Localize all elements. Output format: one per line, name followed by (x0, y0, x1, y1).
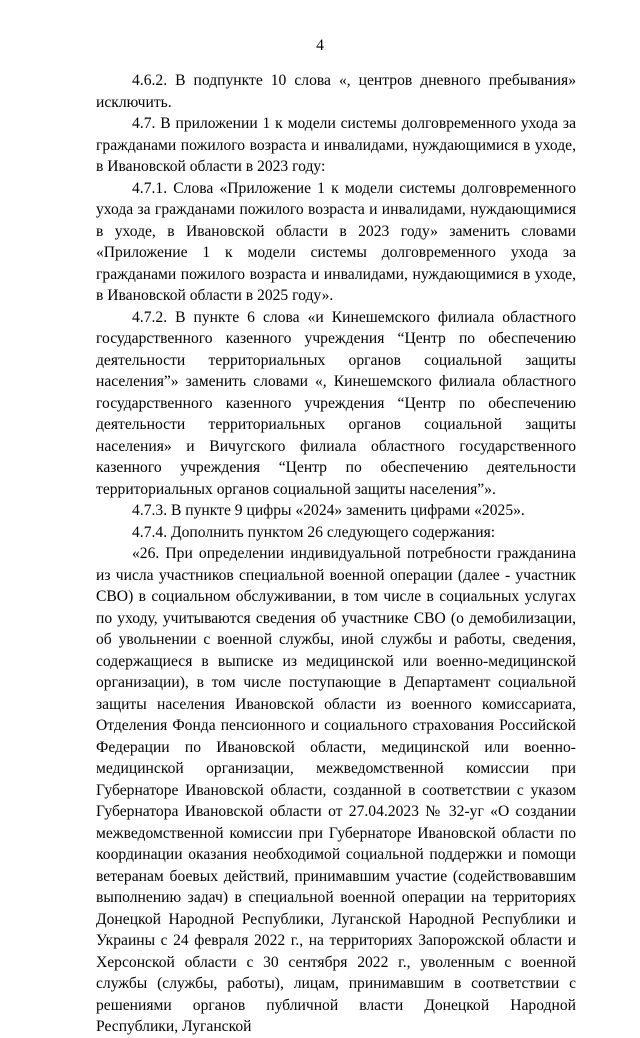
paragraph-4-7-4: 4.7.4. Дополнить пунктом 26 следующего содержания: (132, 523, 496, 541)
paragraph-4-7-2: 4.7.2. В пункте 6 слова «и Кинешемского филиала областного государственного казенного учреждения “Центр по обеспечению деятельности территориальных органов социальной защиты населения”» заменить словами «, Кинешемского филиала областного государственного казенного учреждения “Центр по обеспечению деятельности территориальных органов социальной защиты населения» и Вичугского филиала областного государственного казенного учреждения “Центр по обеспечению деятельности территориальных органов социальной защиты населения”». (96, 308, 576, 498)
document-body (96, 70, 576, 1038)
paragraph-4-7-1: 4.7.1. Слова «Приложение 1 к модели системы долговременного ухода за гражданами пожилого возраста и инвалидами, нуждающимися в уходе, в Ивановской области в 2023 году» заменить словами «Приложение 1 к модели системы долговременного ухода за гражданами пожилого возраста и инвалидами, нуждающимися в уходе, в Ивановской области в 2025 году». (96, 179, 576, 304)
paragraph-4-6-2: 4.6.2. В подпункте 10 слова «, центров дневного пребывания» исключить. (96, 72, 576, 111)
paragraph-item-26: «26. При определении индивидуальной потребности гражданина из числа участников специальной военной операции (далее - участник СВО) в социальном обслуживании, в том числе в социальных услугах по уходу, учитываются сведения об участнике СВО (о демобилизации, об увольнении с военной службы, иной службы и работы, сведения, содержащиеся в выписке из медицинской или военно-медицинской организации), в том числе поступающие в Департамент социальной защиты населения Ивановской области из военного комиссариата, Отделения Фонда пенсионного и социального страхования Российской Федерации по Ивановской области, медицинской или военно-медицинской организации, межведомственной комиссии при Губернаторе Ивановской области, созданной в соответствии с указом Губернатора Ивановской области от 27.04.2023 № 32-уг «О создании межведомственной комиссии при Губернаторе Ивановской области по координации оказания необходимой социальной поддержки и помощи ветеранам боевых действий, принимавшим участие (содействовавшим выполнению задач) в специальной военной операции на территориях Донецкой Народной Республики, Луганской Народной Республики и Украины с 24 февраля 2022 г., на территориях Запорожской области и Херсонской области с 30 сентября 2022 г., уволенным с военной службы (службы, работы), лицам, принимавшим в соответствии с решениями органов публичной власти Донецкой Народной Республики, Луганской (96, 545, 576, 1035)
paragraph-4-7: 4.7. В приложении 1 к модели системы долговременного ухода за гражданами пожилого возраста и инвалидами, нуждающимися в уходе, в Ивановской области в 2023 году: (96, 115, 576, 175)
page-number: 4 (316, 37, 324, 54)
paragraph-4-7-3: 4.7.3. В пункте 9 цифры «2024» заменить цифрами «2025». (132, 502, 525, 519)
